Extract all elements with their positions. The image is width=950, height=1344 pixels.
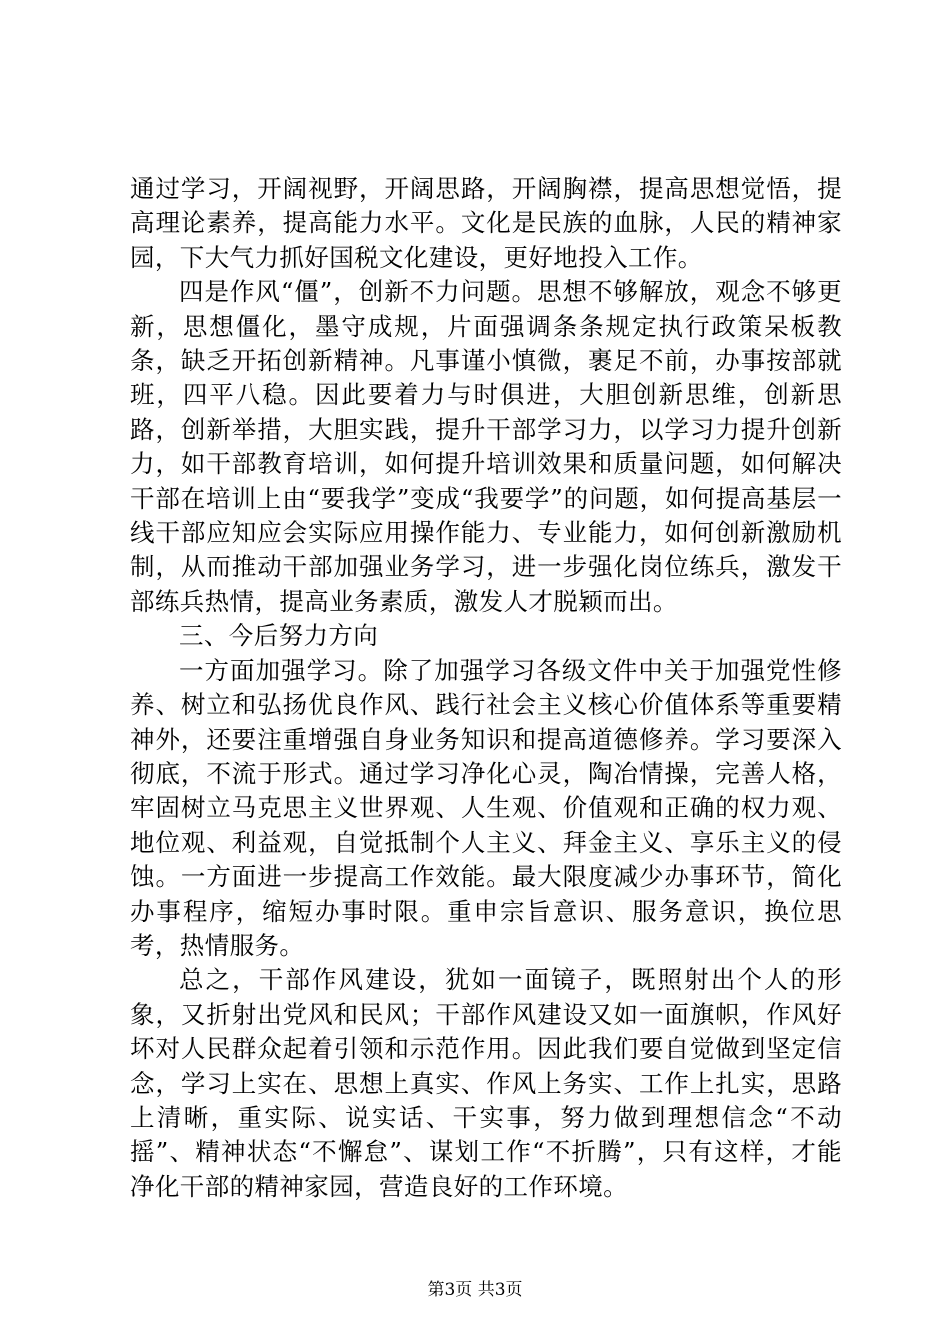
paragraph-conclusion: 总之，干部作风建设，犹如一面镜子，既照射出个人的形象，又折射出党风和民风；干部作风建设又如一面旗帜，作风好坏对人民群众起着引领和示范作用。因此我们要自觉做到坚定信念，学习上实在、思想上真实、作风上务实、工作上扎实，思路上清晰，重实际、说实话、干实事，努力做到理想信念“不动摇”、精神状态“不懈怠”、谋划工作“不折腾”，只有这样，才能净化干部的精神家园，营造良好的工作环境。 (130, 965, 842, 1201)
section-heading-future-direction: 三、今后努力方向 (179, 621, 379, 651)
page-footer: 第3页 共3页 (427, 1280, 523, 1300)
paragraph-strengthen-study: 一方面加强学习。除了加强学习各级文件中关于加强党性修养、树立和弘扬优良作风、践行社会主义核心价值体系等重要精神外，还要注重增强自身业务知识和提高道德修养。学习要深入彻底，不流于形式。通过学习净化心灵，陶冶情操，完善人格，牢固树立马克思主义世界观、人生观、价值观和正确的权力观、地位观、利益观，自觉抵制个人主义、拜金主义、享乐主义的侵蚀。一方面进一步提高工作效能。最大限度减少办事环节，简化办事程序，缩短办事时限。重申宗旨意识、服务意识，换位思考，热情服务。 (130, 655, 842, 960)
paragraph-style-problem: 四是作风“僵”，创新不力问题。思想不够解放，观念不够更新，思想僵化，墨守成规，片面强调条条规定执行政策呆板教条，缺乏开拓创新精神。凡事谨小慎微，裹足不前，办事按部就班，四平八稳。因此要着力与时俱进，大胆创新思维，创新思路，创新举措，大胆实践，提升干部学习力，以学习力提升创新力，如干部教育培训，如何提升培训效果和质量问题，如何解决干部在培训上由“要我学”变成“我要学”的问题，如何提高基层一线干部应知应会实际应用操作能力、专业能力，如何创新激励机制，从而推动干部加强业务学习，进一步强化岗位练兵，激发干部练兵热情，提高业务素质，激发人才脱颖而出。 (130, 277, 842, 616)
paragraph-continuation: 通过学习，开阔视野，开阔思路，开阔胸襟，提高思想觉悟，提高理论素养，提高能力水平。文化是民族的血脉，人民的精神家园，下大气力抓好国税文化建设，更好地投入工作。 (130, 174, 842, 272)
document-body (130, 172, 842, 1204)
